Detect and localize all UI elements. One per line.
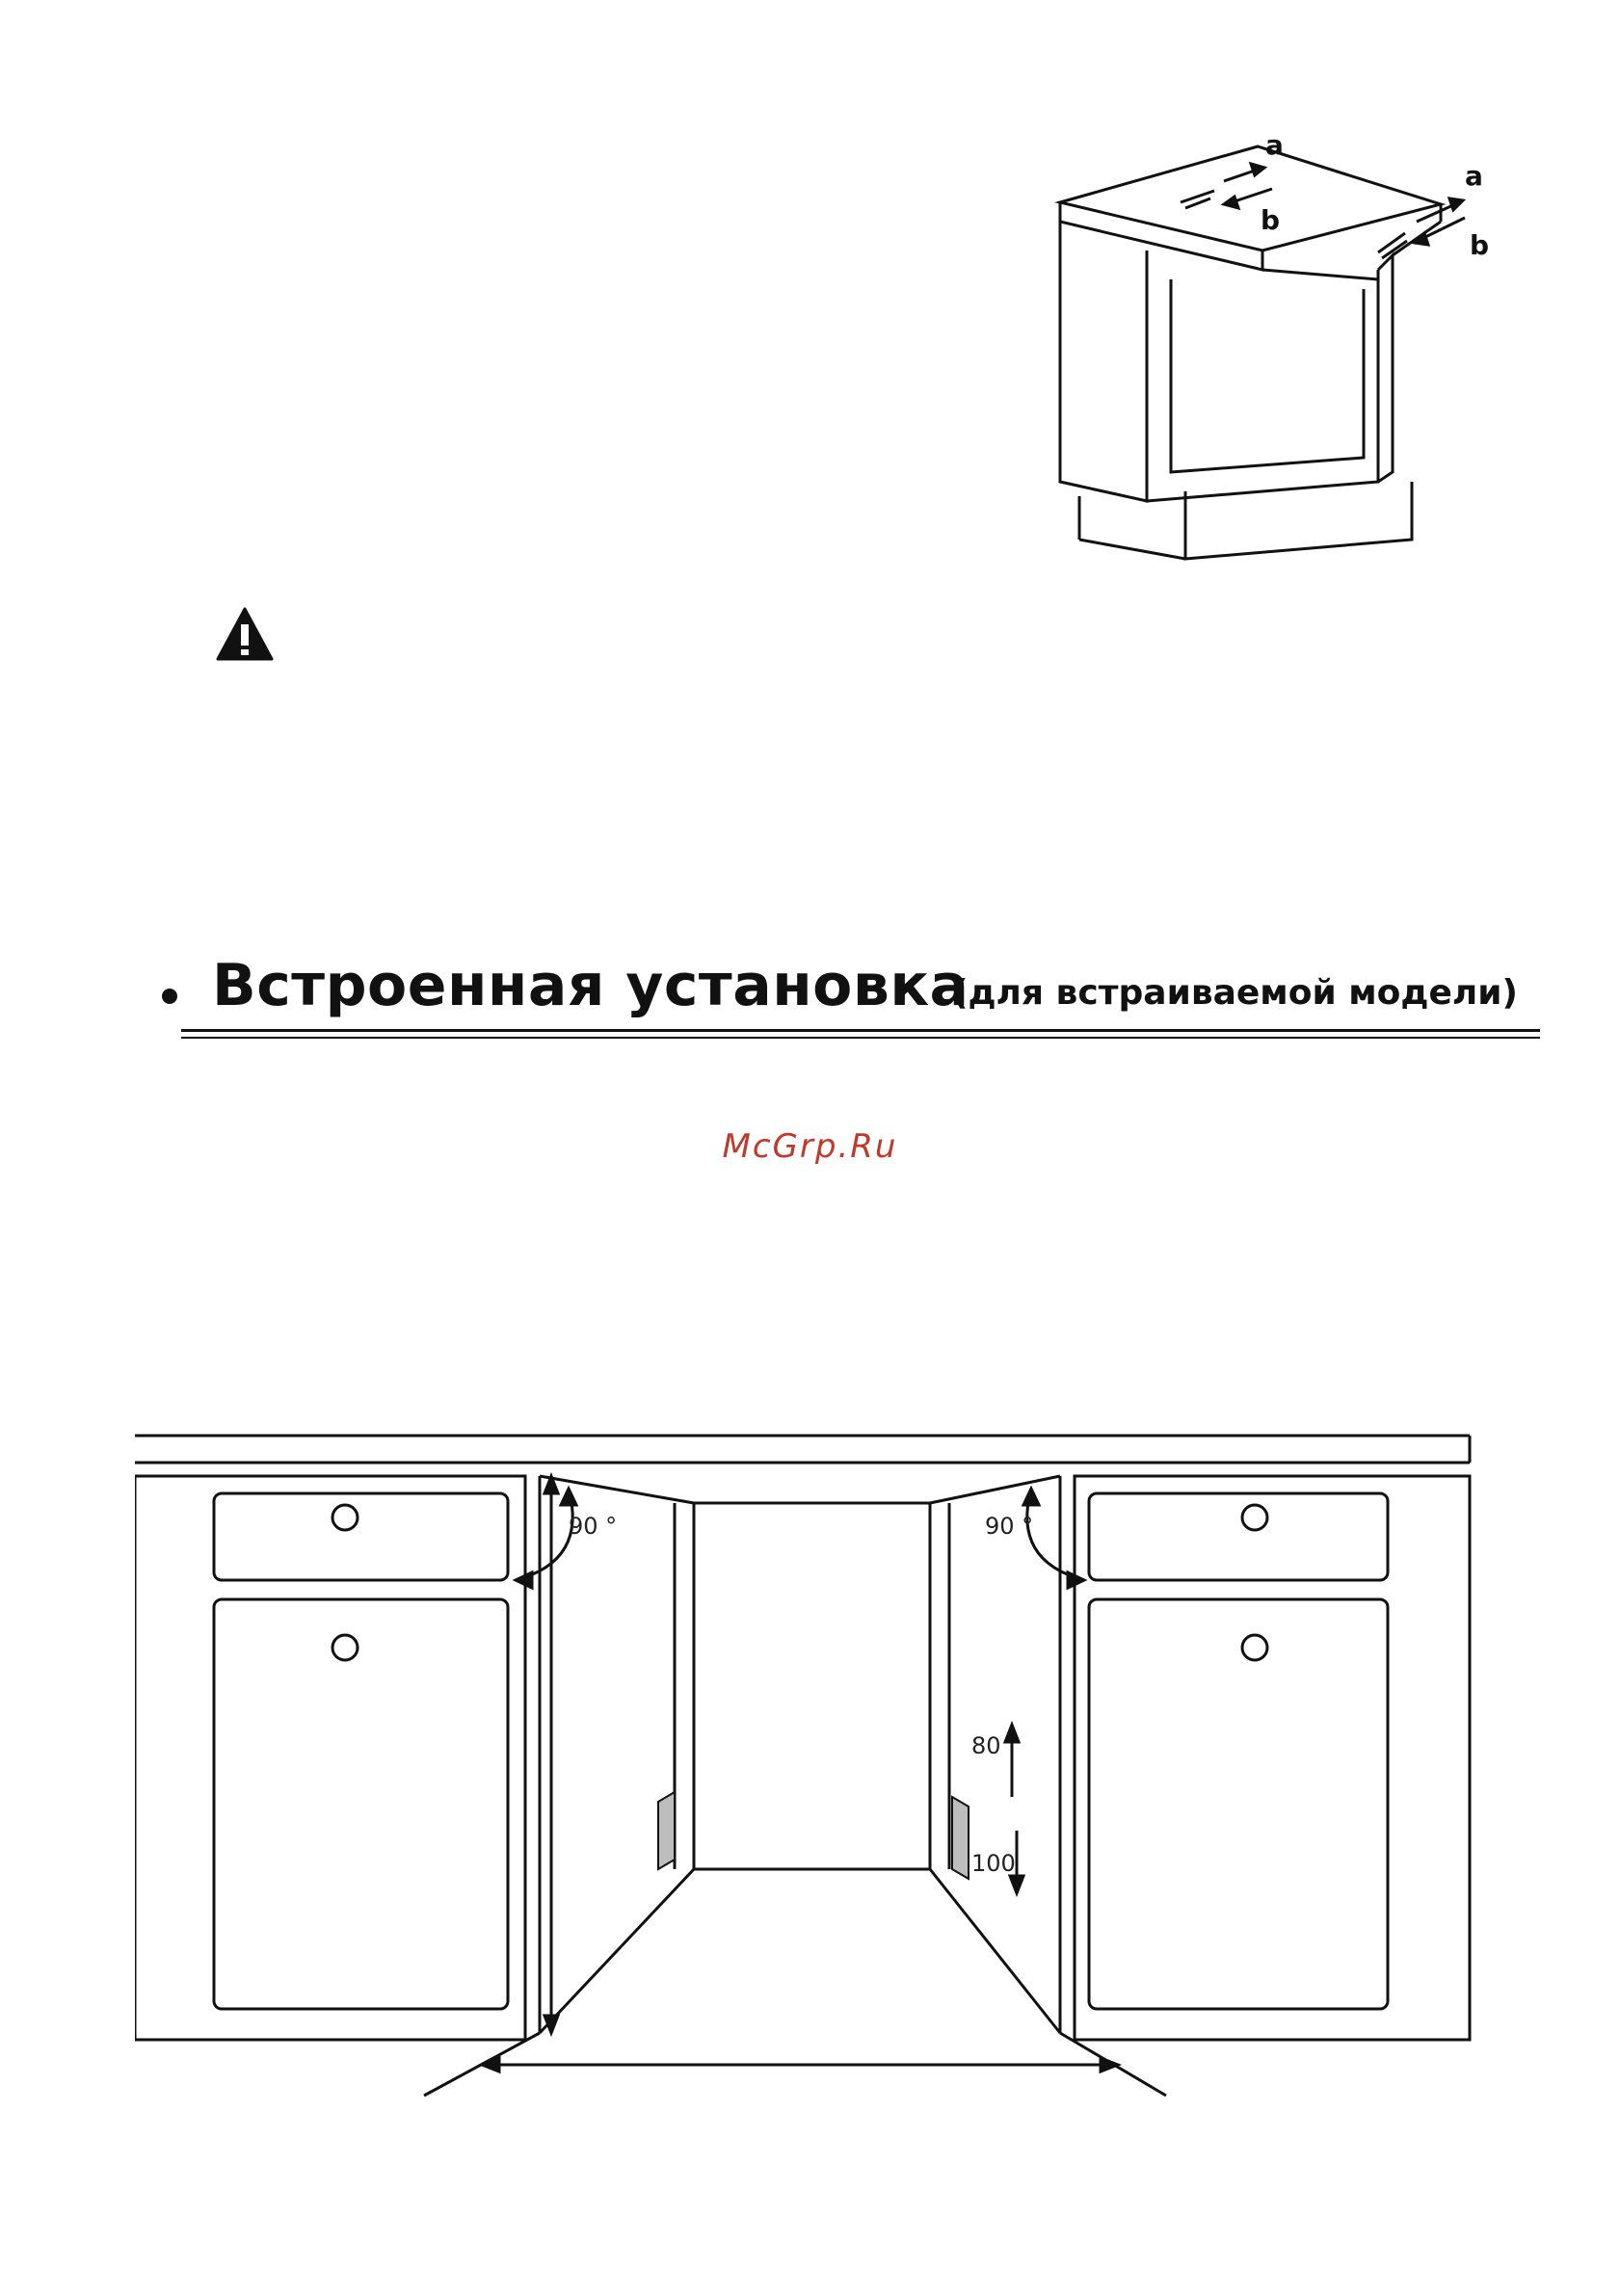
label-b-left: b (1261, 204, 1281, 236)
right-door (1089, 1599, 1388, 2009)
warning-triangle-icon (216, 607, 274, 661)
section-title: Встроенная установка (212, 952, 969, 1019)
fixing-strip-left (658, 1792, 675, 1869)
right-cabinet (1075, 1476, 1470, 2040)
angle-label-left: 90 ° (569, 1513, 618, 1540)
left-drawer (214, 1493, 508, 1580)
section-heading (162, 952, 1559, 1048)
heading-bullet (162, 989, 177, 1004)
label-a-right: a (1465, 160, 1483, 192)
left-cabinet (135, 1476, 525, 2040)
cabinet-left-panel (1060, 222, 1147, 501)
heading-underline-thin (181, 1037, 1540, 1039)
built-in-niche-diagram (135, 1416, 1484, 2110)
label-b-right: b (1470, 229, 1490, 261)
fixing-strip-right (952, 1797, 969, 1879)
dimension-label-100: 100 (971, 1850, 1016, 1877)
screw-left (1181, 191, 1214, 202)
watermark: McGrp.Ru (722, 1127, 898, 1166)
heading-underline (181, 1029, 1540, 1032)
dimension-label-80: 80 (971, 1732, 1001, 1759)
label-a-left: a (1265, 129, 1284, 161)
cabinet-front-panel (1147, 251, 1378, 501)
cabinet-plinth (1185, 482, 1412, 559)
left-door (214, 1599, 508, 2009)
right-drawer (1089, 1493, 1388, 1580)
section-subtitle: (для встраиваемой модели) (952, 973, 1518, 1013)
angle-label-right: 90 ° (985, 1513, 1034, 1540)
niche-back-wall (694, 1503, 930, 1869)
cabinet-fixing-diagram (1041, 125, 1523, 568)
